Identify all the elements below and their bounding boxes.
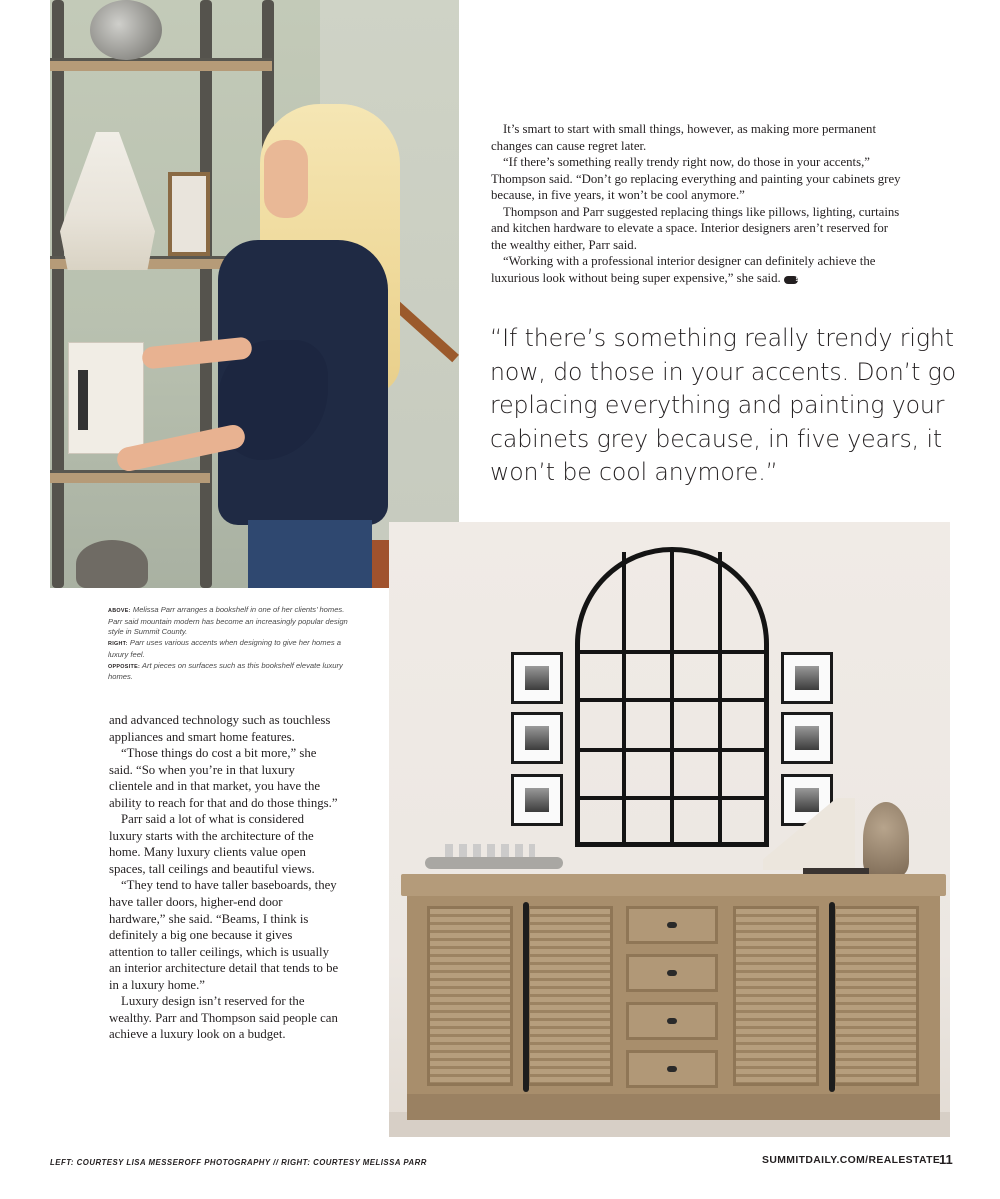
photo-credit: LEFT: COURTESY LISA MESSEROFF PHOTOGRAPHY // RIGHT: COURTESY MELISSA PARR [50,1158,427,1167]
sideboard-photo [389,522,950,1137]
website-link[interactable]: SUMMITDAILY.COM/REALESTATE [762,1155,941,1166]
body-paragraph: and advanced technology such as touchless appliances and smart home features. [109,713,331,744]
caption-text-above: Melissa Parr arranges a bookshelf in one of her clients’ homes. Parr said mountain modern has become an increasingly popular design style in Summit County. [108,605,348,637]
body-paragraph: Thompson and Parr suggested replacing things like pillows, lighting, curtains and kitchen hardware to elevate a space. Interior designers aren’t reserved for the wealthy either, Parr said. [491,204,900,252]
caption-label-right: RIGHT: [108,641,128,648]
bookshelf-photo [50,0,459,588]
page-number: 11 [939,1152,953,1167]
caption-text-right: Parr uses various accents when designing to give her homes a luxury feel. [108,638,341,659]
photo-caption [108,605,353,683]
body-paragraph: “Those things do cost a bit more,” she said. “So when you’re in that luxury clientele and in that market, you have the ability to reach for that and do those things.” [109,746,338,810]
body-paragraph: Parr said a lot of what is considered luxury starts with the architecture of the home. Many luxury clients value open spaces, tall ceilings and beautiful views. [109,812,315,876]
article-body-top [491,121,901,286]
body-paragraph: “If there’s something really trendy right now, do those in your accents,” Thompson said. “Don’t go replacing everything and painting your cabinets grey because, in five years, it won’t be cool anymore.” [491,155,901,202]
body-paragraph: It’s smart to start with small things, however, as making more permanent changes can cause regret later. [491,122,877,153]
article-body-left [109,712,339,1043]
body-paragraph: “They tend to have taller baseboards, they have taller doors, higher-end door hardware,” she said. “Beams, I think is definitely a big one because it gives attention to taller ceilings, which is usually an interior architecture detail that tends to be in a luxury home.” [109,878,339,992]
caption-text-opposite: Art pieces on surfaces such as this bookshelf elevate luxury homes. [108,660,343,682]
pull-quote: “If there’s something really trendy right now, do those in your accents. Don’t go replacing everything and painting your cabinets grey because, in five years, it won’t be cool anymore.” [490,324,957,487]
caption-label-above: ABOVE: [108,608,131,614]
end-mark-icon: SCH [784,276,798,284]
body-paragraph: Luxury design isn’t reserved for the wealthy. Parr and Thompson said people can achieve a luxury look on a budget. [109,994,338,1042]
caption-label-opposite: OPPOSITE: [108,663,141,670]
body-paragraph-text: “Working with a professional interior designer can definitely achieve the luxurious look without being super expensive,” she said. [491,254,876,285]
body-paragraph-last [491,253,901,286]
